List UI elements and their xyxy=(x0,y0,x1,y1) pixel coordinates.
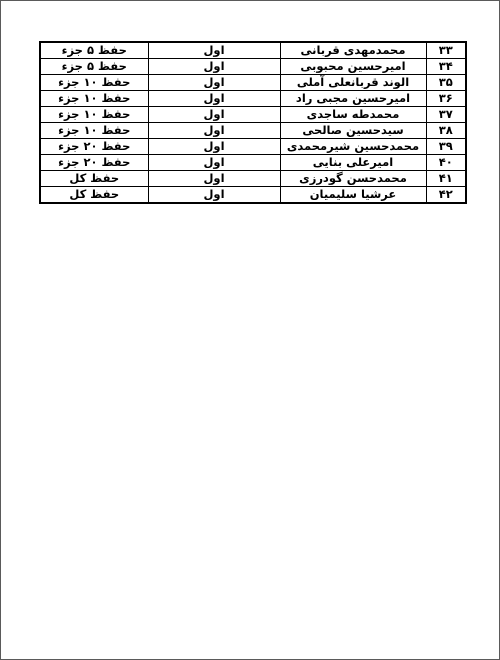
number-cell: ۳۶ xyxy=(426,91,466,107)
name-cell: امیرحسین محبوبی xyxy=(280,59,426,75)
status-cell: اول xyxy=(148,107,280,123)
table-row xyxy=(40,171,466,187)
name-cell: محمدحسین شیرمحمدی xyxy=(280,139,426,155)
status-cell: اول xyxy=(148,155,280,171)
number-cell: ۳۵ xyxy=(426,75,466,91)
level-cell: حفظ ۵ جزء xyxy=(40,59,148,75)
level-cell: حفظ ۱۰ جزء xyxy=(40,75,148,91)
number-cell: ۴۰ xyxy=(426,155,466,171)
status-cell: اول xyxy=(148,139,280,155)
level-cell: حفظ کل xyxy=(40,187,148,204)
number-cell: ۳۴ xyxy=(426,59,466,75)
name-cell: امیرحسین مجبی راد xyxy=(280,91,426,107)
table-row xyxy=(40,155,466,171)
name-cell: محمدحسن گودرزی xyxy=(280,171,426,187)
table-row xyxy=(40,187,466,204)
number-cell: ۴۲ xyxy=(426,187,466,204)
name-cell: عرشیا سلیمیان xyxy=(280,187,426,204)
table-body xyxy=(40,42,466,203)
number-cell: ۳۸ xyxy=(426,123,466,139)
status-cell: اول xyxy=(148,59,280,75)
number-cell: ۴۱ xyxy=(426,171,466,187)
level-cell: حفظ ۲۰ جزء xyxy=(40,139,148,155)
level-cell: حفظ ۱۰ جزء xyxy=(40,123,148,139)
table-row xyxy=(40,59,466,75)
status-cell: اول xyxy=(148,91,280,107)
table-row xyxy=(40,91,466,107)
name-cell: سیدحسین صالحی xyxy=(280,123,426,139)
table-row xyxy=(40,139,466,155)
table-row xyxy=(40,123,466,139)
name-cell: محمدمهدی قربانی xyxy=(280,42,426,59)
status-cell: اول xyxy=(148,123,280,139)
table-row xyxy=(40,75,466,91)
status-cell: اول xyxy=(148,75,280,91)
number-cell: ۳۷ xyxy=(426,107,466,123)
number-cell: ۳۹ xyxy=(426,139,466,155)
status-cell: اول xyxy=(148,42,280,59)
status-cell: اول xyxy=(148,171,280,187)
level-cell: حفظ کل xyxy=(40,171,148,187)
table-row xyxy=(40,107,466,123)
level-cell: حفظ ۵ جزء xyxy=(40,42,148,59)
name-cell: الوند قربانعلی آملی xyxy=(280,75,426,91)
student-table xyxy=(39,41,467,204)
level-cell: حفظ ۲۰ جزء xyxy=(40,155,148,171)
number-cell: ۳۳ xyxy=(426,42,466,59)
level-cell: حفظ ۱۰ جزء xyxy=(40,91,148,107)
table-row xyxy=(40,42,466,59)
name-cell: امیرعلی بنایی xyxy=(280,155,426,171)
status-cell: اول xyxy=(148,187,280,204)
name-cell: محمدطه ساجدی xyxy=(280,107,426,123)
level-cell: حفظ ۱۰ جزء xyxy=(40,107,148,123)
